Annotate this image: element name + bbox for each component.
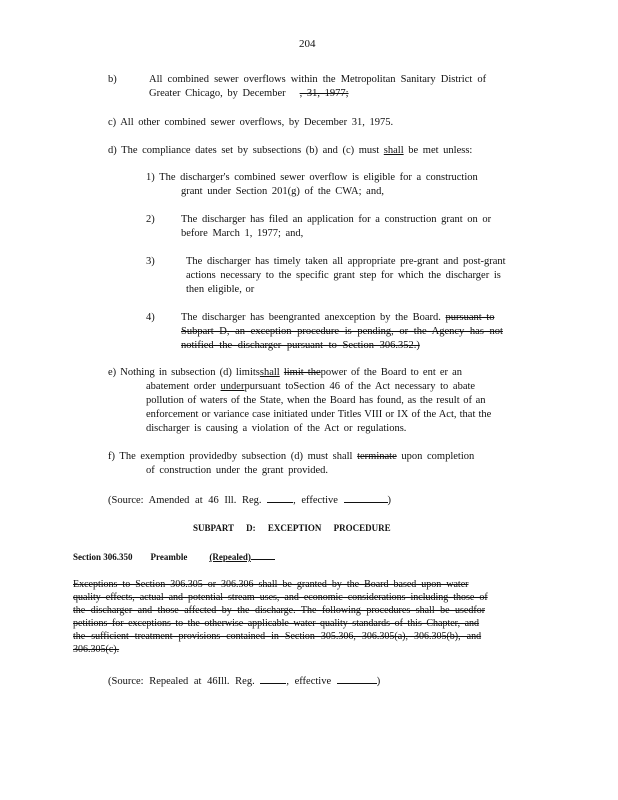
repealed-line-2: quality effects, actual and potential stream uses, and economic considerations including those of — [73, 592, 488, 603]
inserted-under: under — [220, 381, 245, 392]
item-c-line: c) All other combined sewer overflows, by December 31, 1975. — [108, 117, 394, 128]
blank-line — [344, 492, 388, 503]
section-title: Preamble — [150, 552, 188, 562]
item-b-line1: All combined sewer overflows within the Metropolitan Sanitary District of — [149, 74, 487, 85]
item-f-line2: of construction under the grant provided. — [146, 465, 329, 476]
inserted-shall: shall — [383, 145, 404, 156]
item-d4-line1: The discharger has beengranted anexception by the Board. pursuant to — [181, 312, 495, 323]
item-f-line1: f) The exemption providedby subsection (d) must shall terminate upon completion — [108, 451, 475, 462]
item-d2-line1: The discharger has filed an application for a construction grant on or — [181, 214, 492, 225]
item-d3-line3: then eligible, or — [186, 284, 255, 295]
item-d1-line1: 1) The discharger's combined sewer overflow is eligible for a construction — [146, 172, 478, 183]
item-b-label: b) — [108, 74, 117, 85]
item-e-line4: enforcement or variance case initiated under Titles VIII or IX of the Act, that the — [146, 409, 492, 420]
item-d1-line2: grant under Section 201(g) of the CWA; and, — [181, 186, 384, 197]
item-d2-line2: before March 1, 1977; and, — [181, 228, 304, 239]
item-d4-line3-struck: notified the discharger pursuant to Section 306.352.) — [181, 340, 420, 351]
repealed-line-5: the sufficient treatment provisions contained in Section 305.306, 306.305(a), 306.305(b), and — [73, 631, 482, 642]
item-e-line3: pollution of waters of the State, when the Board has found, as the result of an — [146, 395, 486, 406]
struck-terminate: terminate — [357, 451, 397, 462]
blank-line — [260, 673, 286, 684]
item-d-line: d) The compliance dates set by subsections (b) and (c) must shall be met unless: — [108, 145, 473, 156]
blank-line — [267, 492, 293, 503]
item-e-line1: e) Nothing in subsection (d) limitsshall limit thepower of the Board to ent er an — [108, 367, 463, 378]
blank-line — [337, 673, 377, 684]
inserted-shall-e: shall — [259, 367, 280, 378]
item-b-strike: , 31, 1977; — [299, 88, 349, 99]
repealed-line-4: petitions for exceptions to the otherwise applicable water quality standards of this Chapter, and — [73, 618, 480, 629]
section-number: Section 306.350 — [73, 552, 133, 562]
repealed-line-6: 306.305(c). — [73, 644, 120, 655]
subpart-heading: SUBPART D: EXCEPTION PROCEDURE — [193, 523, 391, 533]
item-e-line5: discharger is causing a violation of the Act or regulations. — [146, 423, 407, 434]
item-d2-label: 2) — [146, 214, 155, 225]
source-repealed: (Source: Repealed at 46Ill. Reg. , effective ) — [108, 673, 380, 689]
item-e-line2: abatement order underpursuant toSection 46 of the Act necessary to abate — [146, 381, 476, 392]
section-heading — [73, 550, 275, 565]
section-status: (Repealed) — [209, 552, 251, 562]
page-number: 204 — [299, 38, 316, 50]
item-d4-line2-struck: Subpart D, an exception procedure is pending, or the Agency has not — [181, 326, 503, 337]
item-b-line2: Greater Chicago, by December , 31, 1977; — [149, 88, 349, 99]
item-d3-line1: The discharger has timely taken all appropriate pre-grant and post-grant — [186, 256, 506, 267]
item-d3-label: 3) — [146, 256, 155, 267]
repealed-line-1: Exceptions to Section 306.305 or 306.306 shall be granted by the Board based upon water — [73, 579, 469, 590]
struck-text: pursuant to — [445, 312, 495, 323]
item-d4-label: 4) — [146, 312, 155, 323]
struck-limit-the: limit the — [283, 367, 321, 378]
source-amended: (Source: Amended at 46 Ill. Reg. , effective ) — [108, 492, 391, 508]
repealed-line-3: the discharger and those affected by the discharge. The following procedures shall be usedfor — [73, 605, 486, 616]
item-d3-line2: actions necessary to the specific grant step for which the discharger is — [186, 270, 501, 281]
